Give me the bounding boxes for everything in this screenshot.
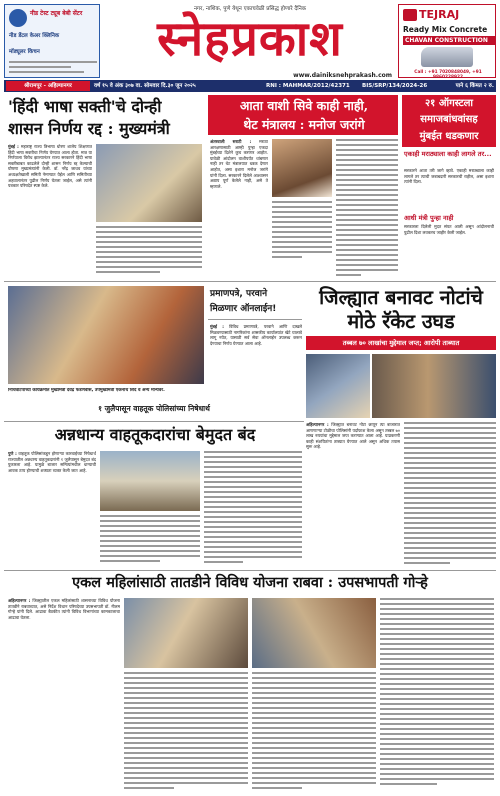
ad-left-subtitle: नीड डेंटल केअर क्लिनिक [9, 33, 60, 39]
ad-right-brand: TEJRAJ [419, 8, 460, 21]
info-issue: वर्ष १५ वे अंक ३०७ वा. सोमवार दि.३० जून २०२५ [94, 83, 196, 89]
hindi-headline-2: शासन निर्णय रद्द : मुख्यमंत्री [8, 119, 170, 138]
jarange-dateline: अंतरवाली सराटी : [210, 139, 252, 144]
hindi-dateline: मुंबई : [8, 144, 19, 149]
cm-event-photo [8, 286, 204, 384]
mixer-truck-image [421, 47, 473, 67]
ad-right [398, 4, 496, 78]
ad-left-title: नीड टेस्ट ट्यूब बेबी सेंटर [30, 10, 83, 17]
fadnavis-press-photo [96, 144, 202, 222]
red-sub2-body: सरकारला दिलेली मुदत संपत आली असून आंदोलनाची पुढील दिशा लवकरच जाहीर केली जाईल. [404, 224, 494, 235]
info-city: श्रीरामपूर - अहिल्यानगर [6, 81, 90, 91]
certificate-dateline: मुंबई : [210, 324, 224, 329]
fake-notes-body-text: जिल्ह्यात बनावट नोटा छापून त्या बाजारात आणणाऱ्या टोळीचा पोलिसांनी पर्दाफाश केला असून तब्बल ७० लाख रुपयांचा मुद्देमाल जप्त करण्यात आला आहे. याप्रकरणी काही संशयितांना ताब्यात घेण्यात आले असून अधिक तपास सुरू आहे. [306, 422, 400, 450]
red-headline-1: २१ ऑगस्टला [424, 98, 474, 109]
hindi-headline-1: 'हिंदी भाषा सक्ती'चे दोन्ही [8, 97, 162, 116]
fake-notes-subhead: तब्बल ७० लाखांचा मुद्देमाल जप्त; आरोपी ताब्यात [342, 339, 460, 347]
jarange-body [210, 139, 268, 277]
photo-caption: निधिवाटपाच्या कार्यक्रमात मुख्यमंत्री देवेंद्र फडणवीस, उपमुख्यमंत्री एकनाथ शिंदे व अन्य मान्यवर. [8, 388, 165, 393]
transport-body-text: वाहतूक पोलिसांकडून होणाऱ्या कारवाईच्या निषेधार्थ राज्यातील अन्नधान्य वाहतूकदारांनी १ जुलैपासून बेमुदत बंद पुकारला आहे. यामुळे बाजार समित्यांमधील धान्याची आवक ठप्प होण्याची शक्यता व्यक्त केली जात आहे. [8, 451, 96, 473]
women-body-text: जिल्ह्यातील एकल महिलांसाठी शासनाच्या विविध योजना तातडीने राबवाव्यात, असे निर्देश विधान परिषदेच्या उपसभापती डॉ. नीलम गोऱ्हे यांनी दिले. आढावा बैठकीत त्यांनी विविध विभागांच्या कामकाजाचा आढावा घेतला. [8, 598, 120, 620]
transport-body [8, 451, 96, 565]
info-pages: पाने ६ किंमत २ रु. [455, 83, 494, 89]
jarange-portrait-photo [272, 139, 332, 197]
red-sub2-title: आधी मंत्री पुन्हा नाही [404, 214, 454, 222]
women-meeting-photo-2 [252, 598, 376, 668]
info-bis: BIS/SRP/134/2024-26 [362, 83, 428, 89]
women-headline: एकल महिलांसाठी तातडीने विविध योजना राबवा : उपसभापती गोऱ्हे [72, 574, 428, 591]
truck-icon [403, 9, 417, 21]
info-rni: RNI : MAHMAR/2012/42371 [266, 83, 350, 89]
certificate-headline-1: प्रमाणपत्रे, परवाने [210, 289, 268, 299]
hindi-body-text: महाराष्ट्र राज्य त्रिभाषा धोरण शालेय शिक्षणात हिंदी भाषा सक्तीचा निर्णय घेण्यात आला होता. मात्र या निर्णयाला विरोध झाल्यानंतर राज्य सरकारने हिंदी भाषा सक्तीबाबत काढलेले दोन्ही शासन निर्णय रद्द केल्याची घोषणा मुख्यमंत्र्यांनी केली. डॉ. नरेंद्र जाधव यांच्या अध्यक्षतेखाली समिती नेमण्यात येईल आणि समितीच्या अहवालानंतर पुढील निर्णय घेतला जाईल, असे त्यांनी पत्रकार परिषदेत स्पष्ट केले. [8, 144, 92, 189]
masthead-title: स्नेहप्रकाश [157, 11, 343, 67]
fake-notes-dateline: अहिल्यानगर : [306, 422, 329, 427]
transport-headline: अन्नधान्य वाहतूकदारांचा बेमुदत बंद [54, 425, 256, 444]
ad-right-phone: Call : +91 7020848049, +91 9860228922 [414, 70, 482, 80]
women-body [8, 598, 120, 792]
jarange-headline-2: थेट मंत्रालय : मनोज जरांगे [243, 117, 365, 132]
transport-dateline: पुणे : [8, 451, 17, 456]
jarange-headline-1: आता वाशी सिवे काही नाही, [239, 98, 369, 113]
ad-right-line2: CHAVAN CONSTRUCTION [403, 36, 495, 45]
fake-notes-headline: जिल्ह्यात बनावट नोटांचे मोठे रॅकेट उघड [319, 286, 483, 333]
certificate-headline-2: मिळणार ऑनलाईन! [210, 304, 277, 314]
red-headline-3: मुंबईत धडकणार [419, 131, 479, 142]
red-sub1-title: एकाही मराठ्याला काही लागले तर... [404, 150, 492, 158]
masthead-tagline: नगर, नाशिक, पुणे येथून एकाचवेळी प्रसिद्ध होणारे दैनिक [194, 6, 306, 12]
women-meeting-photo-1 [124, 598, 248, 668]
ad-left [4, 4, 100, 78]
women-dateline: अहिल्यानगर : [8, 598, 31, 603]
ad-right-line1: Ready Mix Concrete [403, 25, 488, 34]
fake-notes-body [306, 422, 400, 568]
accused-photo [372, 354, 496, 418]
red-headline-2: समाजबांधवांसह [420, 114, 478, 125]
certificate-body-text: विविध प्रमाणपत्रे, परवाने आणि दाखले मिळवण्यासाठी नागरिकांना शासकीय कार्यालयांत खेटे घालावे लागू नयेत, यासाठी सर्व सेवा ऑनलाईन उपलब्ध करून देण्याचा निर्णय घेण्यात आला आहे. [210, 324, 302, 346]
ad-left-logo-icon [9, 9, 27, 27]
red-sub1-body: सरकारने आता तरी जागे व्हावे. एकाही मराठ्याला काही लागले तर त्याची जबाबदारी सरकारची राहील, असा इशारा त्यांनी दिला. [404, 168, 494, 185]
seized-notes-photo [306, 354, 370, 418]
ad-left-extra: मॉड्यूलर किचन [9, 49, 40, 55]
trucks-photo [100, 451, 200, 511]
certificate-body [210, 324, 302, 386]
ban-text: १ जुलैपासून वाहतूक पोलिसांच्या निषेधार्थ [98, 404, 210, 413]
jarange-body-text: मराठा आरक्षणासाठी आम्ही पुन्हा एकदा मुंबईच्या दिशेने कूच करणार आहोत. यावेळी आंदोलन वाशीपर्यंत थांबणार नाही तर थेट मंत्रालयात धडक देणार आहोत, असा इशारा मनोज जरांगे यांनी दिला. सरकारने दिलेले आश्वासन अद्याप पूर्ण केलेले नाही, असे ते म्हणाले. [210, 139, 268, 189]
masthead-website[interactable]: www.dainiksnehprakash.com [293, 72, 392, 79]
hindi-body [8, 144, 92, 278]
